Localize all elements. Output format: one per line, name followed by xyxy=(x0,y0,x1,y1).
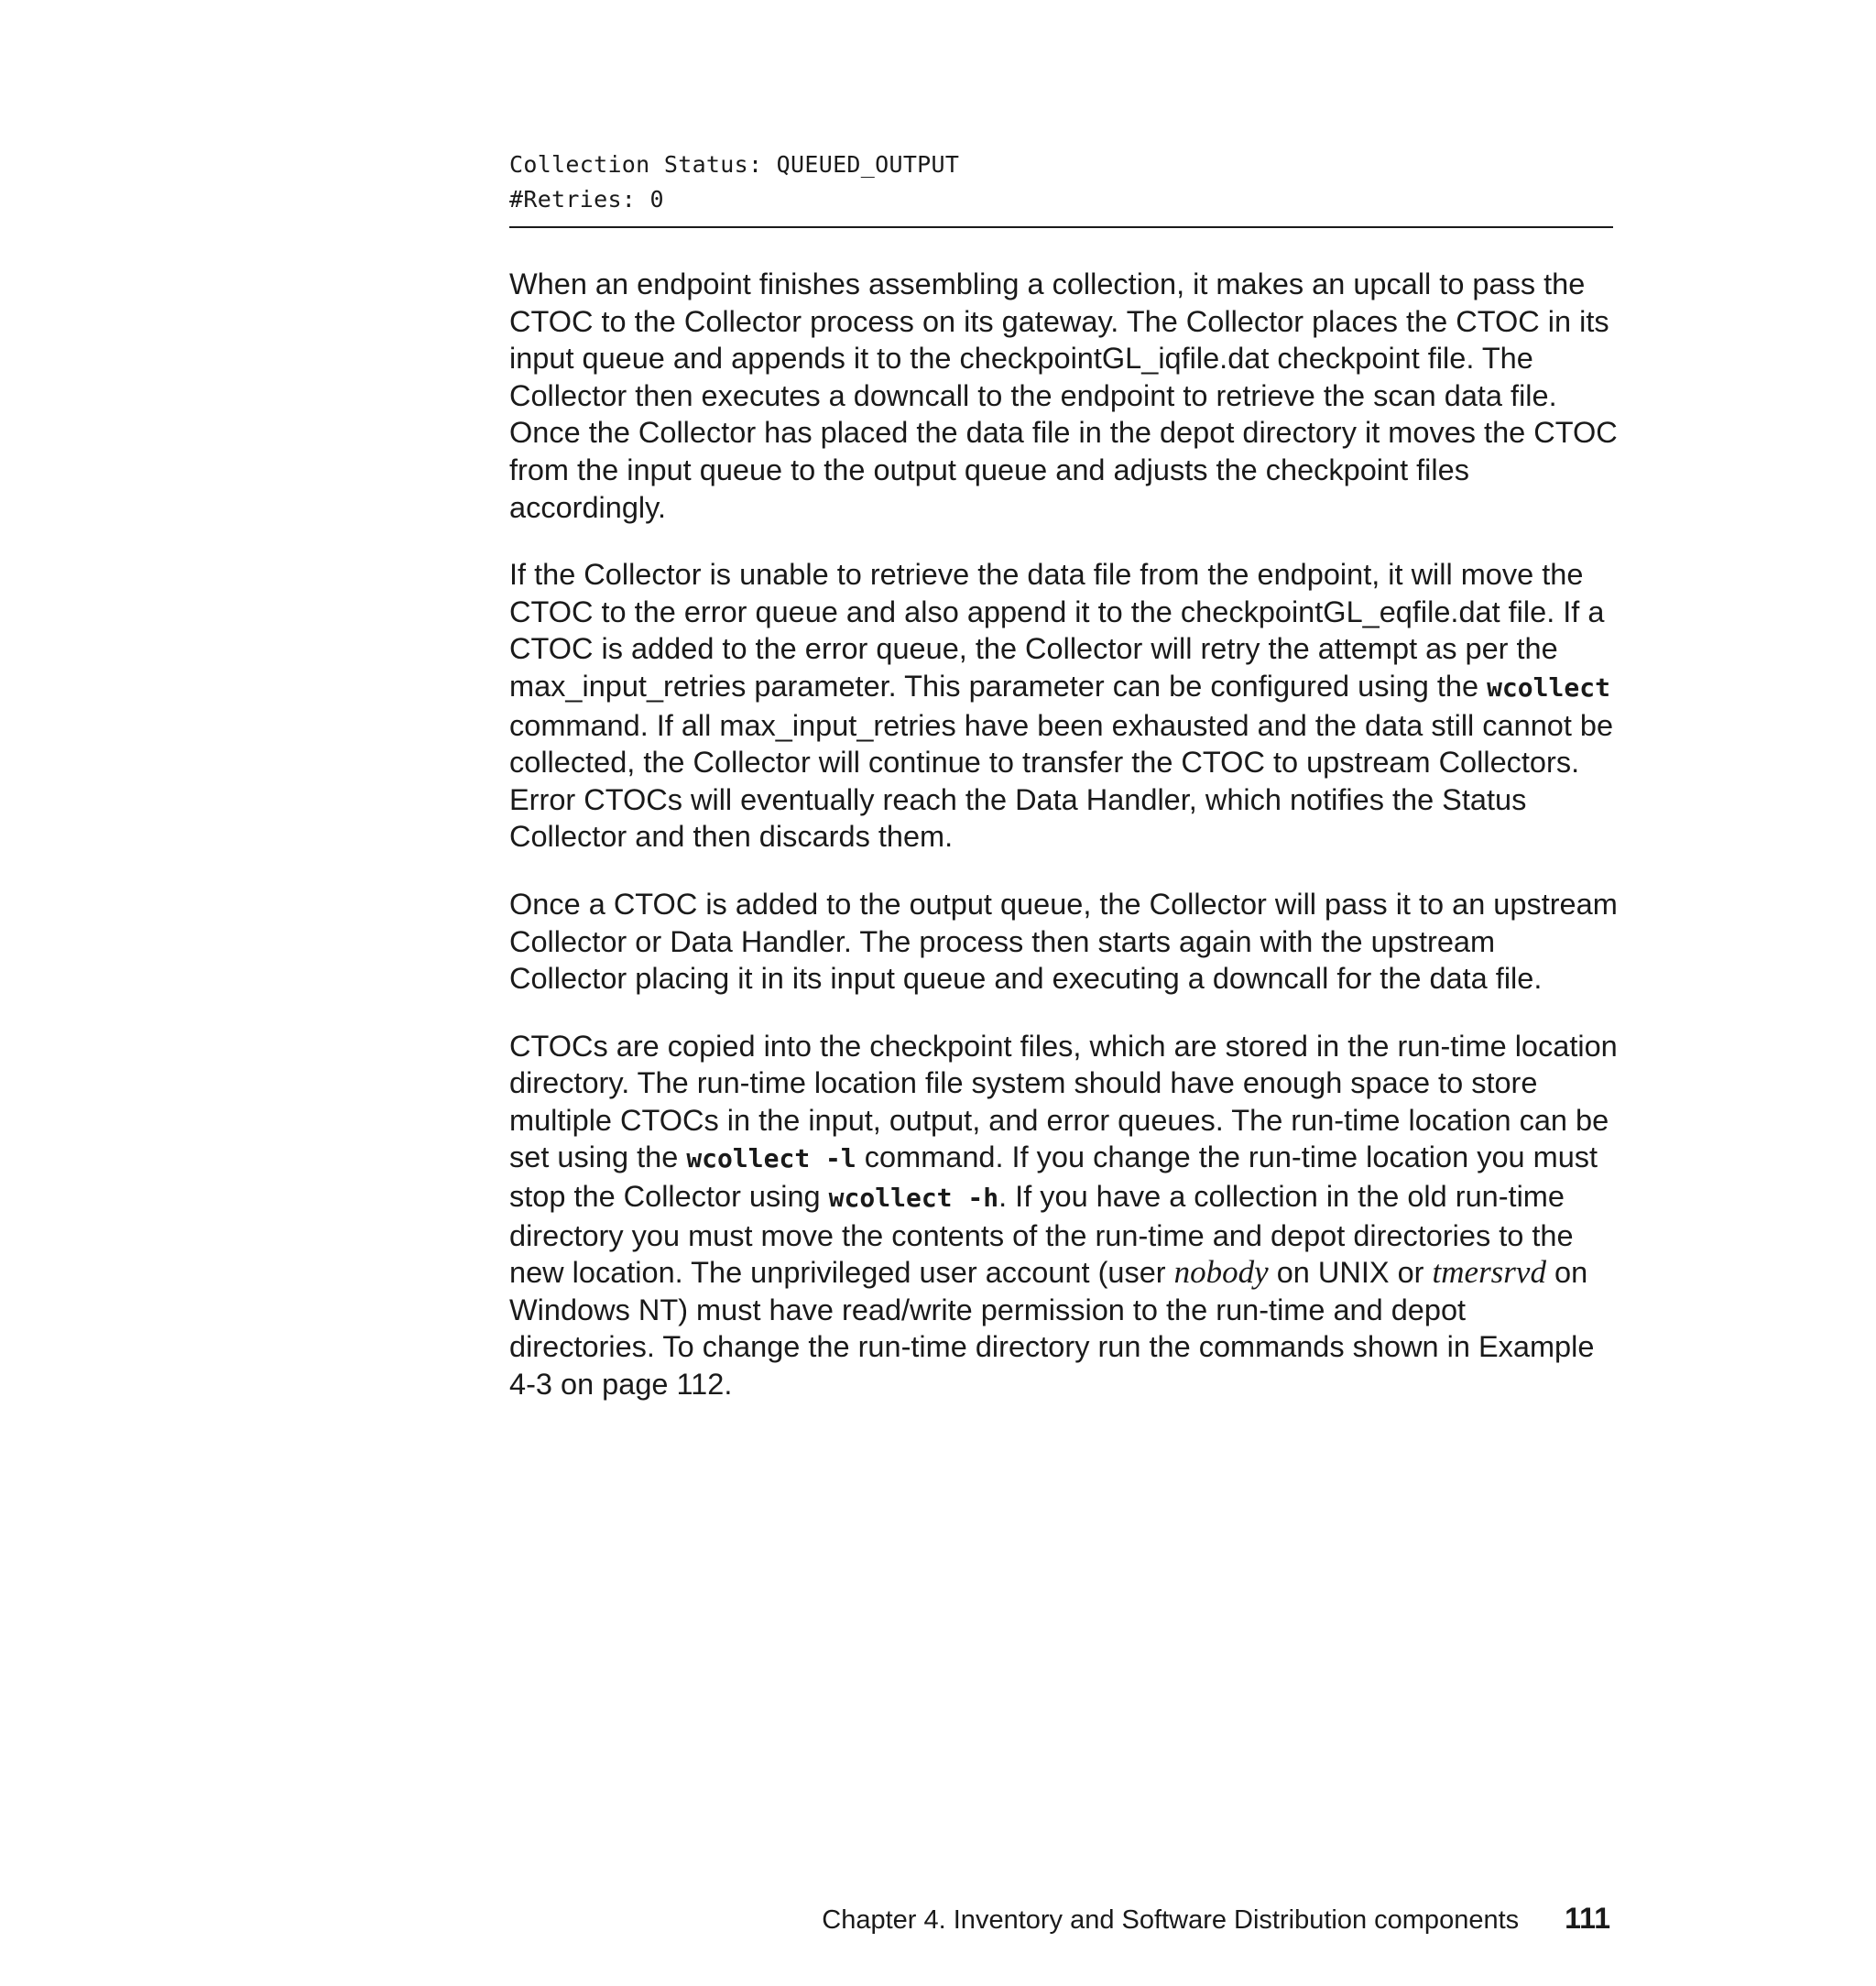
command-wcollect: wcollect xyxy=(1487,671,1610,703)
paragraph-upcall: When an endpoint finishes assembling a collection, it makes an upcall to pass the CTOC to the Collector process on its gateway. The Collector places the CTOC in its input queue and appends it to the checkpointGL_iqfile.dat checkpoint file. The Collector then executes a downcall to the endpoint to retrieve the scan data file. Once the Collector has placed the data file in the depot directory it moves the CTOC from the input queue to the output queue and adjusts the checkpoint files accordingly. xyxy=(509,267,1618,524)
footer-chapter-title: Chapter 4. Inventory and Software Distribution components xyxy=(822,1905,1520,1935)
command-wcollect-l: wcollect -l xyxy=(686,1143,856,1174)
text-segment: command. If you change the run-time location you must stop the Collector using xyxy=(509,1140,1598,1214)
page-footer xyxy=(822,1900,1610,1938)
paragraph-error-queue xyxy=(509,556,1618,856)
page-number: 111 xyxy=(1565,1902,1610,1935)
text-segment: CTOCs are copied into the checkpoint files, which are stored in the run-time location directory. The run-time location file system should have enough space to store multiple CTOCs in the input, output, and error queues. The run-time location can be set using the xyxy=(509,1029,1618,1174)
code-line-status: Collection Status: QUEUED_OUTPUT xyxy=(509,151,960,178)
text-segment: on UNIX or xyxy=(1268,1256,1433,1290)
example-bottom-rule xyxy=(509,226,1613,228)
text-segment: command. If all max_input_retries have been exhausted and the data still cannot be collected, the Collector will continue to transfer the CTOC to upstream Collectors. Error CTOCs will eventually reach the Data Handler, which notifies the Status Collector and then discards them. xyxy=(509,708,1614,854)
command-wcollect-h: wcollect -h xyxy=(828,1183,999,1214)
term-nobody: nobody xyxy=(1173,1254,1269,1291)
text-segment: on Windows NT) must have read/write permission to the run-time and depot directories. To change the run-time directory run the commands shown in Example 4-3 on page 112. xyxy=(509,1256,1595,1402)
body-text xyxy=(509,266,1618,1434)
text-segment: . If you have a collection in the old run-time directory you must move the contents of the run-time and depot directories to the new location. The unprivileged user account (user xyxy=(509,1180,1574,1290)
paragraph-output-queue: Once a CTOC is added to the output queue, the Collector will pass it to an upstream Collector or Data Handler. The process then starts again with the upstream Collector placing it in its input queue and executing a downcall for the data file. xyxy=(509,887,1618,996)
code-line-retries: #Retries: 0 xyxy=(509,186,664,213)
term-tmersrvd: tmersrvd xyxy=(1432,1254,1546,1291)
code-example xyxy=(509,147,1613,217)
text-segment: If the Collector is unable to retrieve the data file from the endpoint, it will move the CTOC to the error queue and also append it to the checkpointGL_eqfile.dat file. If a CTOC is added to the error queue, the Collector will retry the attempt as per the max_input_retries parameter. This parameter can be configured using the xyxy=(509,558,1605,703)
paragraph-checkpoint-files xyxy=(509,1028,1618,1403)
